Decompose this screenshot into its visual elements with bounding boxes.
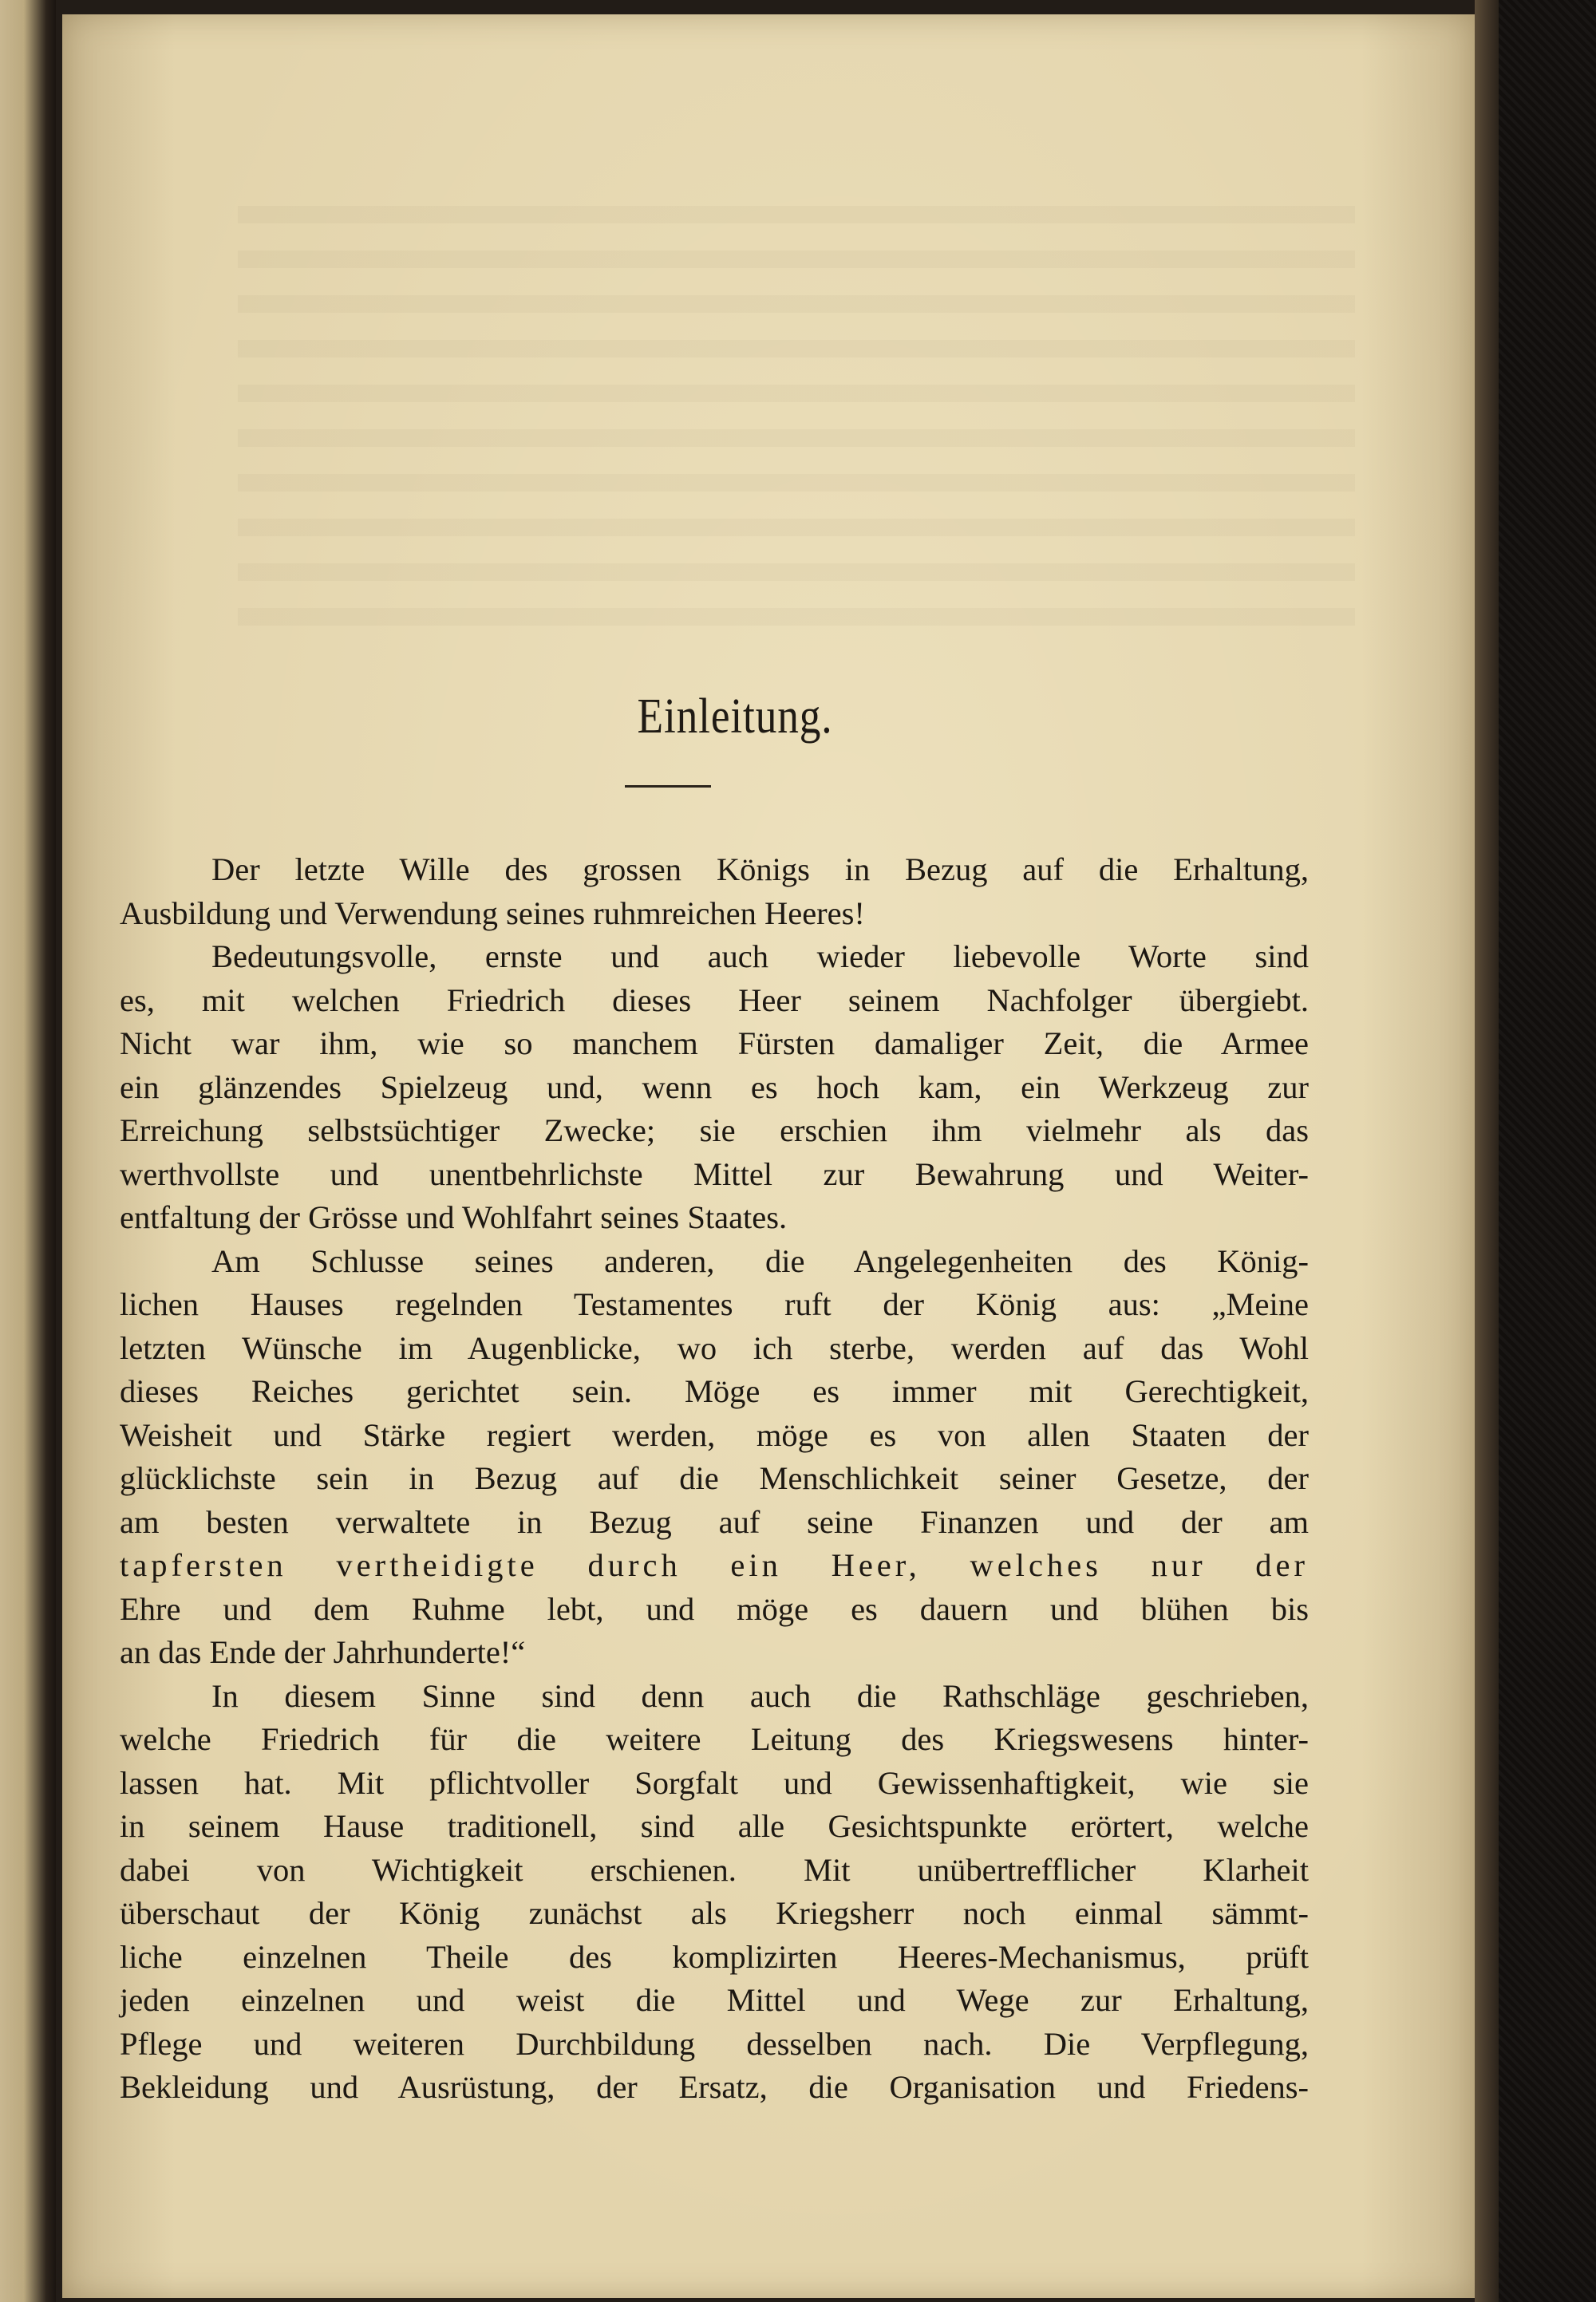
text-line: es, mit welchen Friedrich dieses Heer seinem Nachfolger übergiebt.: [120, 981, 1309, 1018]
text-line: jeden einzelnen und weist die Mittel und Wege zur Erhaltung,: [120, 1982, 1309, 2018]
text-line: dieses Reiches gerichtet sein. Möge es immer mit Gerechtigkeit,: [120, 1373, 1309, 1409]
text-line: am besten verwaltete in Bezug auf seine Finanzen und der am: [120, 1503, 1309, 1540]
text-line: Ausbildung und Verwendung seines ruhmreichen Heeres!: [120, 894, 865, 931]
text-line: letzten Wünsche im Augenblicke, wo ich sterbe, werden auf das Wohl: [120, 1329, 1309, 1366]
text-line: welche Friedrich für die weitere Leitung des Kriegswesens hinter-: [120, 1721, 1309, 1757]
text-line: entfaltung der Grösse und Wohlfahrt seines Staates.: [120, 1199, 788, 1235]
book-gutter: [0, 0, 56, 2302]
text-line: tapfersten vertheidigte durch ein Heer, welches nur der: [120, 1547, 1309, 1583]
text-line: Ehre und dem Ruhme lebt, und möge es dauern und blühen bis: [120, 1590, 1309, 1627]
page-edge: [1475, 0, 1499, 2302]
bleed-through-text: [238, 206, 1355, 653]
text-line: In diesem Sinne sind denn auch die Rathschläge geschrieben,: [211, 1677, 1309, 1714]
text-line: werthvollste und unentbehrlichste Mittel zur Bewahrung und Weiter-: [120, 1155, 1309, 1192]
text-line: lassen hat. Mit pflichtvoller Sorgfalt und Gewissenhaftigkeit, wie sie: [120, 1764, 1309, 1801]
text-line: lichen Hauses regelnden Testamentes ruft der König aus: „Meine: [120, 1286, 1309, 1322]
text-line: Erreichung selbstsüchtiger Zwecke; sie erschien ihm vielmehr als das: [120, 1112, 1309, 1148]
text-line: Nicht war ihm, wie so manchem Fürsten damaliger Zeit, die Armee: [120, 1025, 1309, 1061]
chapter-heading: Einleitung.: [637, 689, 833, 744]
book-page: [62, 14, 1475, 2298]
text-line: dabei von Wichtigkeit erschienen. Mit unübertrefflicher Klarheit: [120, 1851, 1309, 1888]
text-line: ein glänzendes Spielzeug und, wenn es hoch kam, ein Werkzeug zur: [120, 1068, 1309, 1105]
text-line: Am Schlusse seines anderen, die Angelegenheiten des König-: [211, 1242, 1309, 1279]
book-cover: [1499, 0, 1596, 2302]
text-line: Der letzte Wille des grossen Königs in Bezug auf die Erhaltung,: [211, 851, 1309, 887]
text-line: an das Ende der Jahrhunderte!“: [120, 1634, 526, 1670]
text-line: Pflege und weiteren Durchbildung desselben nach. Die Verpflegung,: [120, 2025, 1309, 2062]
text-line: Bekleidung und Ausrüstung, der Ersatz, die Organisation und Friedens-: [120, 2069, 1309, 2105]
text-line: liche einzelnen Theile des komplizirten Heeres-Mechanismus, prüft: [120, 1938, 1309, 1975]
body-text: [120, 848, 1309, 2110]
text-line: überschaut der König zunächst als Kriegsherr noch einmal sämmt-: [120, 1895, 1309, 1931]
text-line: Weisheit und Stärke regiert werden, möge es von allen Staaten der: [120, 1416, 1309, 1453]
heading-rule: [625, 785, 711, 788]
text-line: glücklichste sein in Bezug auf die Menschlichkeit seiner Gesetze, der: [120, 1460, 1309, 1496]
text-line: in seinem Hause traditionell, sind alle Gesichtspunkte erörtert, welche: [120, 1808, 1309, 1844]
text-line: Bedeutungsvolle, ernste und auch wieder liebevolle Worte sind: [211, 938, 1309, 974]
